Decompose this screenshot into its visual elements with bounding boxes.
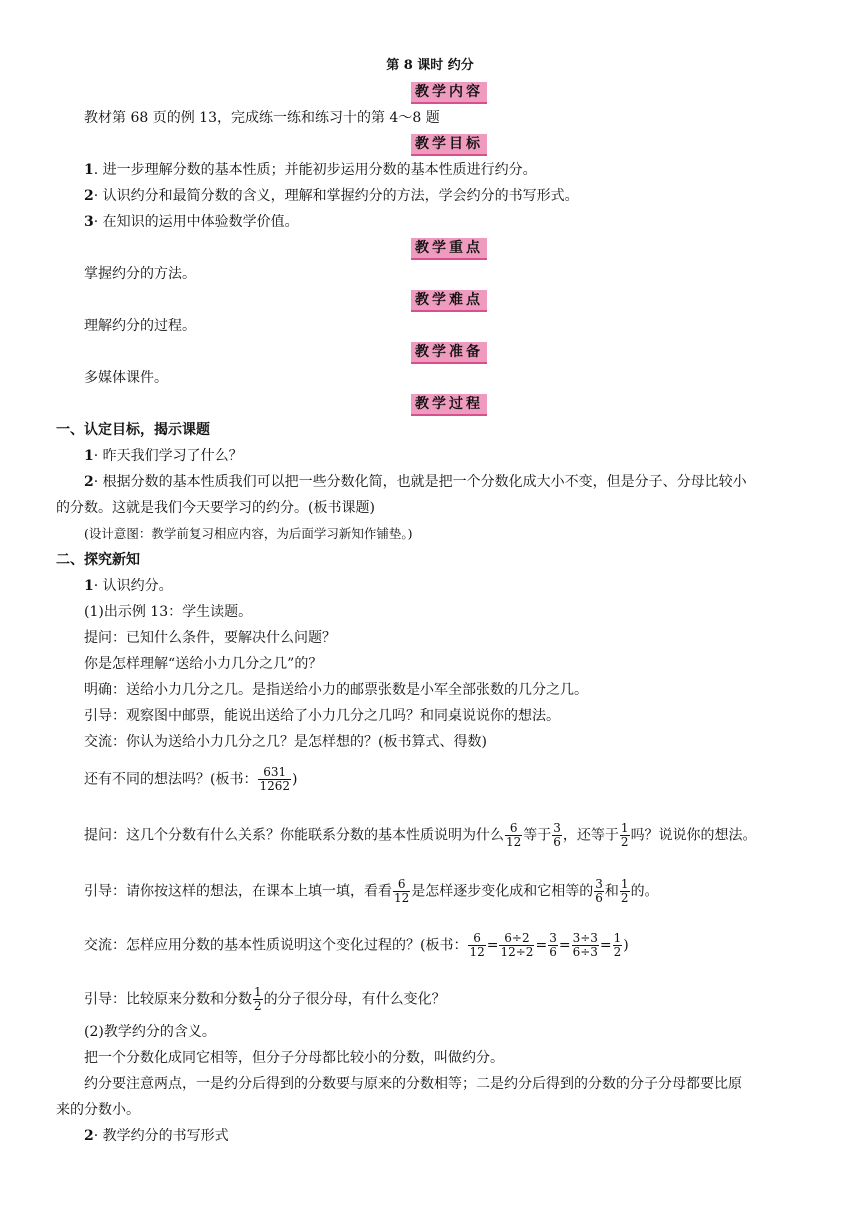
process-exchange-line: 交流：怎样应用分数的基本性质说明这个变化过程的？(板书： $\frac{6}{12}$ = $\frac{6\div 2}{12\div 2}$ = $\frac{3}{6}$ = $\frac{3\div 3}{6\div 3}$ = $\frac{1}{2}$ ) (84, 931, 629, 959)
exchange-line: 交流：你认为送给小力几分之几？是怎样想的？(板书算式、得数) (84, 734, 487, 750)
attention-line-2: 来的分数小。 (56, 1102, 140, 1118)
compare-guide-line: 引导：比较原来分数和分数 $\frac{1}{2}$ 的分子很分母，有什么变化？ (84, 985, 446, 1013)
section1-item-2-line2: 的分数。这就是我们今天要学习的约分。(板书课题) (56, 500, 375, 516)
question-line: 提问：已知什么条件，要解决什么问题？ (84, 630, 336, 646)
section2-step-2: 2· 教学约分的书写形式 (84, 1128, 229, 1144)
heading-key-points: 教学重点 (411, 238, 487, 260)
section1-title: 一、认定目标，揭示课题 (56, 422, 210, 438)
attention-line-1: 约分要注意两点，一是约分后得到的分数要与原来的分数相等；二是约分后得到的分数的分子分母都要比原 (84, 1076, 742, 1092)
goal-item-1: 1. 进一步理解分数的基本性质；并能初步运用分数的基本性质进行约分。 (84, 162, 537, 178)
relation-question-line: 提问：这几个分数有什么关系？你能联系分数的基本性质说明为什么 $\frac{6}{12}$ 等于 $\frac{3}{6}$ ，还等于 $\frac{1}{2}$ 吗？说说你的想法。 (84, 821, 757, 849)
heading-content: 教学内容 (411, 82, 487, 104)
section2-step-1: 1· 认识约分。 (84, 578, 173, 594)
heading-preparation: 教学准备 (411, 342, 487, 364)
difficulty-text: 理解约分的过程。 (84, 318, 196, 334)
goal-item-3: 3· 在知识的运用中体验数学价值。 (84, 214, 299, 230)
lesson-title: 第 8 课时 约分 (386, 58, 474, 73)
design-note: (设计意图：教学前复习相应内容，为后面学习新知作铺垫。) (84, 526, 413, 541)
heading-difficulties: 教学难点 (411, 290, 487, 312)
content-text: 教材第 68 页的例 13，完成练一练和练习十的第 4～8 题 (84, 110, 440, 126)
heading-process: 教学过程 (411, 394, 487, 416)
meaning-subheading: (2)教学约分的含义。 (84, 1024, 216, 1040)
heading-goals: 教学目标 (411, 134, 487, 156)
different-idea-line: 还有不同的想法吗？(板书： $\frac{631}{1262}$ ) (84, 765, 298, 793)
fraction-631-1262: $\frac{631}{1262}$ (259, 765, 291, 793)
preparation-text: 多媒体课件。 (84, 370, 168, 386)
goal-item-2: 2· 认识约分和最简分数的含义，理解和掌握约分的方法，学会约分的书写形式。 (84, 188, 579, 204)
key-point-text: 掌握约分的方法。 (84, 266, 196, 282)
clarify-line: 明确：送给小力几分之几。是指送给小力的邮票张数是小军全部张数的几分之几。 (84, 682, 588, 698)
example-13-line: (1)出示例 13：学生读题。 (84, 604, 253, 620)
section1-item-2-line1: 2· 根据分数的基本性质我们可以把一些分数化简，也就是把一个分数化成大小不变，但是分子、分母比较小 (84, 474, 747, 490)
section1-item-1: 1· 昨天我们学习了什么？ (84, 448, 243, 464)
definition-line: 把一个分数化成同它相等，但分子分母都比较小的分数，叫做约分。 (84, 1050, 504, 1066)
fill-in-guide-line: 引导：请你按这样的想法，在课本上填一填，看看 $\frac{6}{12}$ 是怎样逐步变化成和它相等的 $\frac{3}{6}$ 和 $\frac{1}{2}$ 的。 (84, 877, 659, 905)
section2-title: 二、探究新知 (56, 552, 140, 568)
guide-observe-line: 引导：观察图中邮票，能说出送给了小力几分之几吗？和同桌说说你的想法。 (84, 708, 560, 724)
understanding-line: 你是怎样理解“送给小力几分之几”的？ (84, 656, 323, 672)
